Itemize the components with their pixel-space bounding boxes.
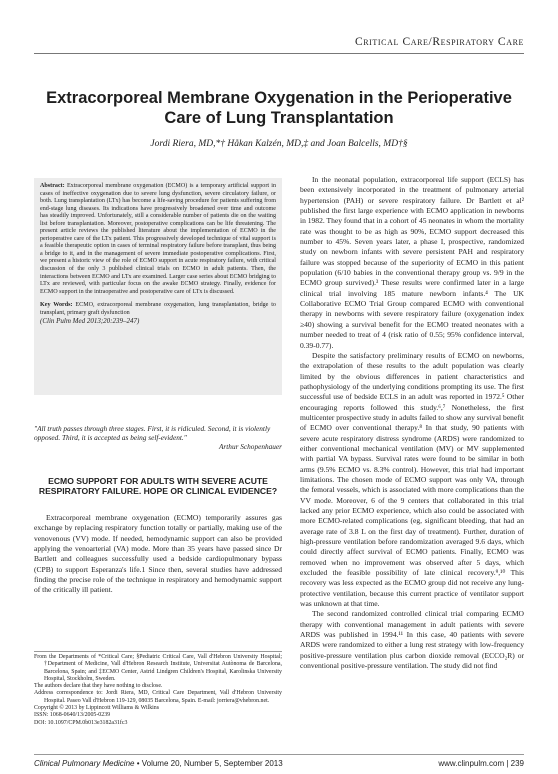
affiliations-note: From the Departments of *Critical Care; §Pediatric Critical Care, Vall d'Hebron University Hospital; †Department of Medicine, Vall d'Hebron Research Institute, Universitat Autònoma de Barcelona, Barcelona, Spain; and ‡ECMO Center, Astrid Lindgren Children's Hospital, Karolinska University Hospital, Stockholm, Sweden. <box>34 654 282 682</box>
footer-journal-info <box>34 759 283 768</box>
correspondence-note: Address correspondence to: Jordi Riera, MD, Critical Care Department, Vall d'Hebron University Hospital. Paseo Vall d'Hebron 119-129, 08035 Barcelona, Spain. E-mail: jorriera@vhebron.net. <box>34 690 282 704</box>
section-heading: ECMO SUPPORT FOR ADULTS WITH SEVERE ACUTE RESPIRATORY FAILURE. HOPE OR CLINICAL EVIDENCE? <box>38 476 278 497</box>
left-column-body <box>34 513 282 596</box>
abstract-text: Extracorporeal membrane oxygenation (ECMO) is a temporary artificial support in cases of ineffective oxygenation due to severe lung dysfunction, severe circulatory failure, or both. Lung transplantation (LTx) has become a life-saving procedure for patients suffering from end-stage lung diseases. Its indications have progressively broadened over time and outcome has steadily improved. Unfortunately, still a considerable number of patients die on the waiting list before transplantation. Moreover, postoperative complications can be life threatening. The present article reviews the published literature about the implementation of ECMO in the perioperative care of the LTx patient. This progressively developed technique of vital support is a feasible therapeutic option in cases of terminal respiratory failure before transplant, thus being a bridge to it, and in the management of severe immediate postoperative complications. First, we present a historic view of the role of ECMO support in acute respiratory failure, with critical discussion of the only 3 published clinical trials on ECMO in adult patients. Then, the interactions between ECMO and LTx are examined. Larger case series about ECMO bridging to LTx are reviewed, with particular focus on the awake ECMO strategy. Finally, evidence for ECMO support in the intraoperative and postoperative care of LTx is discussed. <box>40 183 276 295</box>
right-column-body <box>300 175 524 672</box>
header-rule <box>34 53 524 54</box>
epigraph <box>34 424 282 451</box>
footnotes <box>34 654 282 727</box>
footnote-rule <box>34 651 282 652</box>
footer-issue: • Volume 20, Number 5, September 2013 <box>134 759 283 768</box>
issn-note: ISSN: 1068-0640/13/2005-0239 <box>34 712 111 719</box>
epigraph-author: Arthur Schopenhauer <box>218 442 282 451</box>
disclosure-note: The authors declare that they have nothing to disclose. <box>34 683 163 690</box>
footer-rule <box>34 754 524 755</box>
footer-site-page: www.clinpulm.com | 239 <box>438 759 524 768</box>
keywords-label: Key Words: <box>40 302 73 309</box>
body-paragraph: Despite the satisfactory preliminary results of ECMO on newborns, the extrapolation of these results to the adult population was clearly limited by the obvious differences in patient characteristics and pathophysiology of the underlying conditions prompting its use. The first successful use of bedside ECLS in an adult was reported in 1972.⁵ Other encouraging reports followed this study.⁶,⁷ Nonetheless, the first multicenter prospective study in adults failed to show any survival benefit of ECMO over conventional therapy.⁸ In that study, 90 patients with severe acute respiratory distress syndrome (ARDS) were randomized to either conventional mechanical ventilation (MV) or MV supplemented with partial VA bypass. Survival rates were found to be similar in both arms (9.5% ECMO vs. 8.3% control). However, this trial had important limitations. The chosen mode of ECMO support was only VA, through the femoral vessels, which is associated with more complications than the VV mode. Moreover, 6 of the 9 centers that collaborated in this trial lacked any prior ECMO experience, which also could be associated with more ECMO-related complications (eg, significant bleeding, that had an average rate of 3.8 L on the first day of treatment). Further, duration of high-pressure ventilation before randomization averaged 9.6 days, which could directly affect survival of ECMO patients. Finally, ECMO was removed when no improvement was observed after 5 days, which excluded the feasible possibility of late clinical recovery.⁹,¹⁰ This recovery was less expected as the ECMO group did not receive any lung-protective ventilation, because this current practice of ventilator support was unknown at that time. <box>300 350 524 609</box>
keywords-paragraph <box>40 302 276 317</box>
abstract-box <box>34 178 282 395</box>
keywords-text: ECMO, extracorporeal membrane oxygenation, lung transplantation, bridge to transplant, primary graft dysfunction <box>40 302 276 316</box>
body-paragraph: In the neonatal population, extracorporeal life support (ECLS) has been extensively incorporated in the treatment of pulmonary arterial hypertension (PAH) or severe respiratory failure. Dr Bartlett et al² published the first large experience with ECMO application in newborns in 1982. They found that in a cohort of 45 neonates in whom the mortality rate was thought to be as high as 90%, ECMO support decreased this number to 45%. Seven years later, a phase I, prospective, randomized study on newborn infants with severe persistent PAH and respiratory failure was stopped because of the superiority of ECMO in this patient population (6/10 babies in the conventional therapy group vs. 9/9 in the ECMO group survived).³ These results were confirmed later in a large clinical trial involving 185 mature newborn infants.⁴ The UK Collaborative ECMO Trial Group compared ECMO with conventional therapy in newborns with severe respiratory failure (oxygenation index ≥40) showing a survival benefit for the ECMO treated neonates with a number needed to treat of 4 (risk ratio of 0.55; 95% confidence interval, 0.39-0.77). <box>300 175 524 350</box>
body-paragraph: Extracorporeal membrane oxygenation (ECMO) temporarily assures gas exchange by replacing respiratory function totally or partially, making use of the venovenous (VV) mode. If needed, hemodynamic support can also be provided applying the venoarterial (VA) mode. More than 35 years have passed since Dr Bartlett and colleagues successfully used a bedside cardiopulmonary bypass (CPB) to support Esperanza's life.1 Since then, several studies have addressed finding the precise role of the technique in respiratory and hemodynamic support of the critically ill patient. <box>34 513 282 595</box>
copyright-note: Copyright © 2013 by Lippincott Williams & Wilkins <box>34 705 160 712</box>
journal-citation: (Clin Pulm Med 2013;20:239–247) <box>40 317 140 326</box>
section-header: Critical Care/Respiratory Care <box>354 36 524 48</box>
epigraph-text: "All truth passes through three stages. First, it is ridiculed. Second, it is violently opposed. Third, it is accepted as being self-evident." <box>34 424 271 442</box>
author-list: Jordi Riera, MD,*† Håkan Kalzén, MD,‡ and Joan Balcells, MD†§ <box>150 139 408 149</box>
abstract-label: Abstract: <box>40 183 65 189</box>
body-paragraph: The second randomized controlled clinical trial comparing ECMO therapy with conventional management in adult patients with severe ARDS was published in 1994.¹¹ In this case, 40 patients with severe ARDS were randomized to either a lung rest strategy with low-frequency positive-pressure ventilation plus carbon dioxide removal (ECCO₂R) or conventional positive-pressure ventilation. The study did not find <box>300 609 524 671</box>
article-title: Extracorporeal Membrane Oxygenation in the Perioperative Care of Lung Transplantation <box>46 89 512 127</box>
doi-note: DOI: 10.1097/CPM.0b013e3182a31fc3 <box>34 719 128 726</box>
footer-journal: Clinical Pulmonary Medicine <box>34 759 135 768</box>
abstract-paragraph <box>40 183 276 296</box>
